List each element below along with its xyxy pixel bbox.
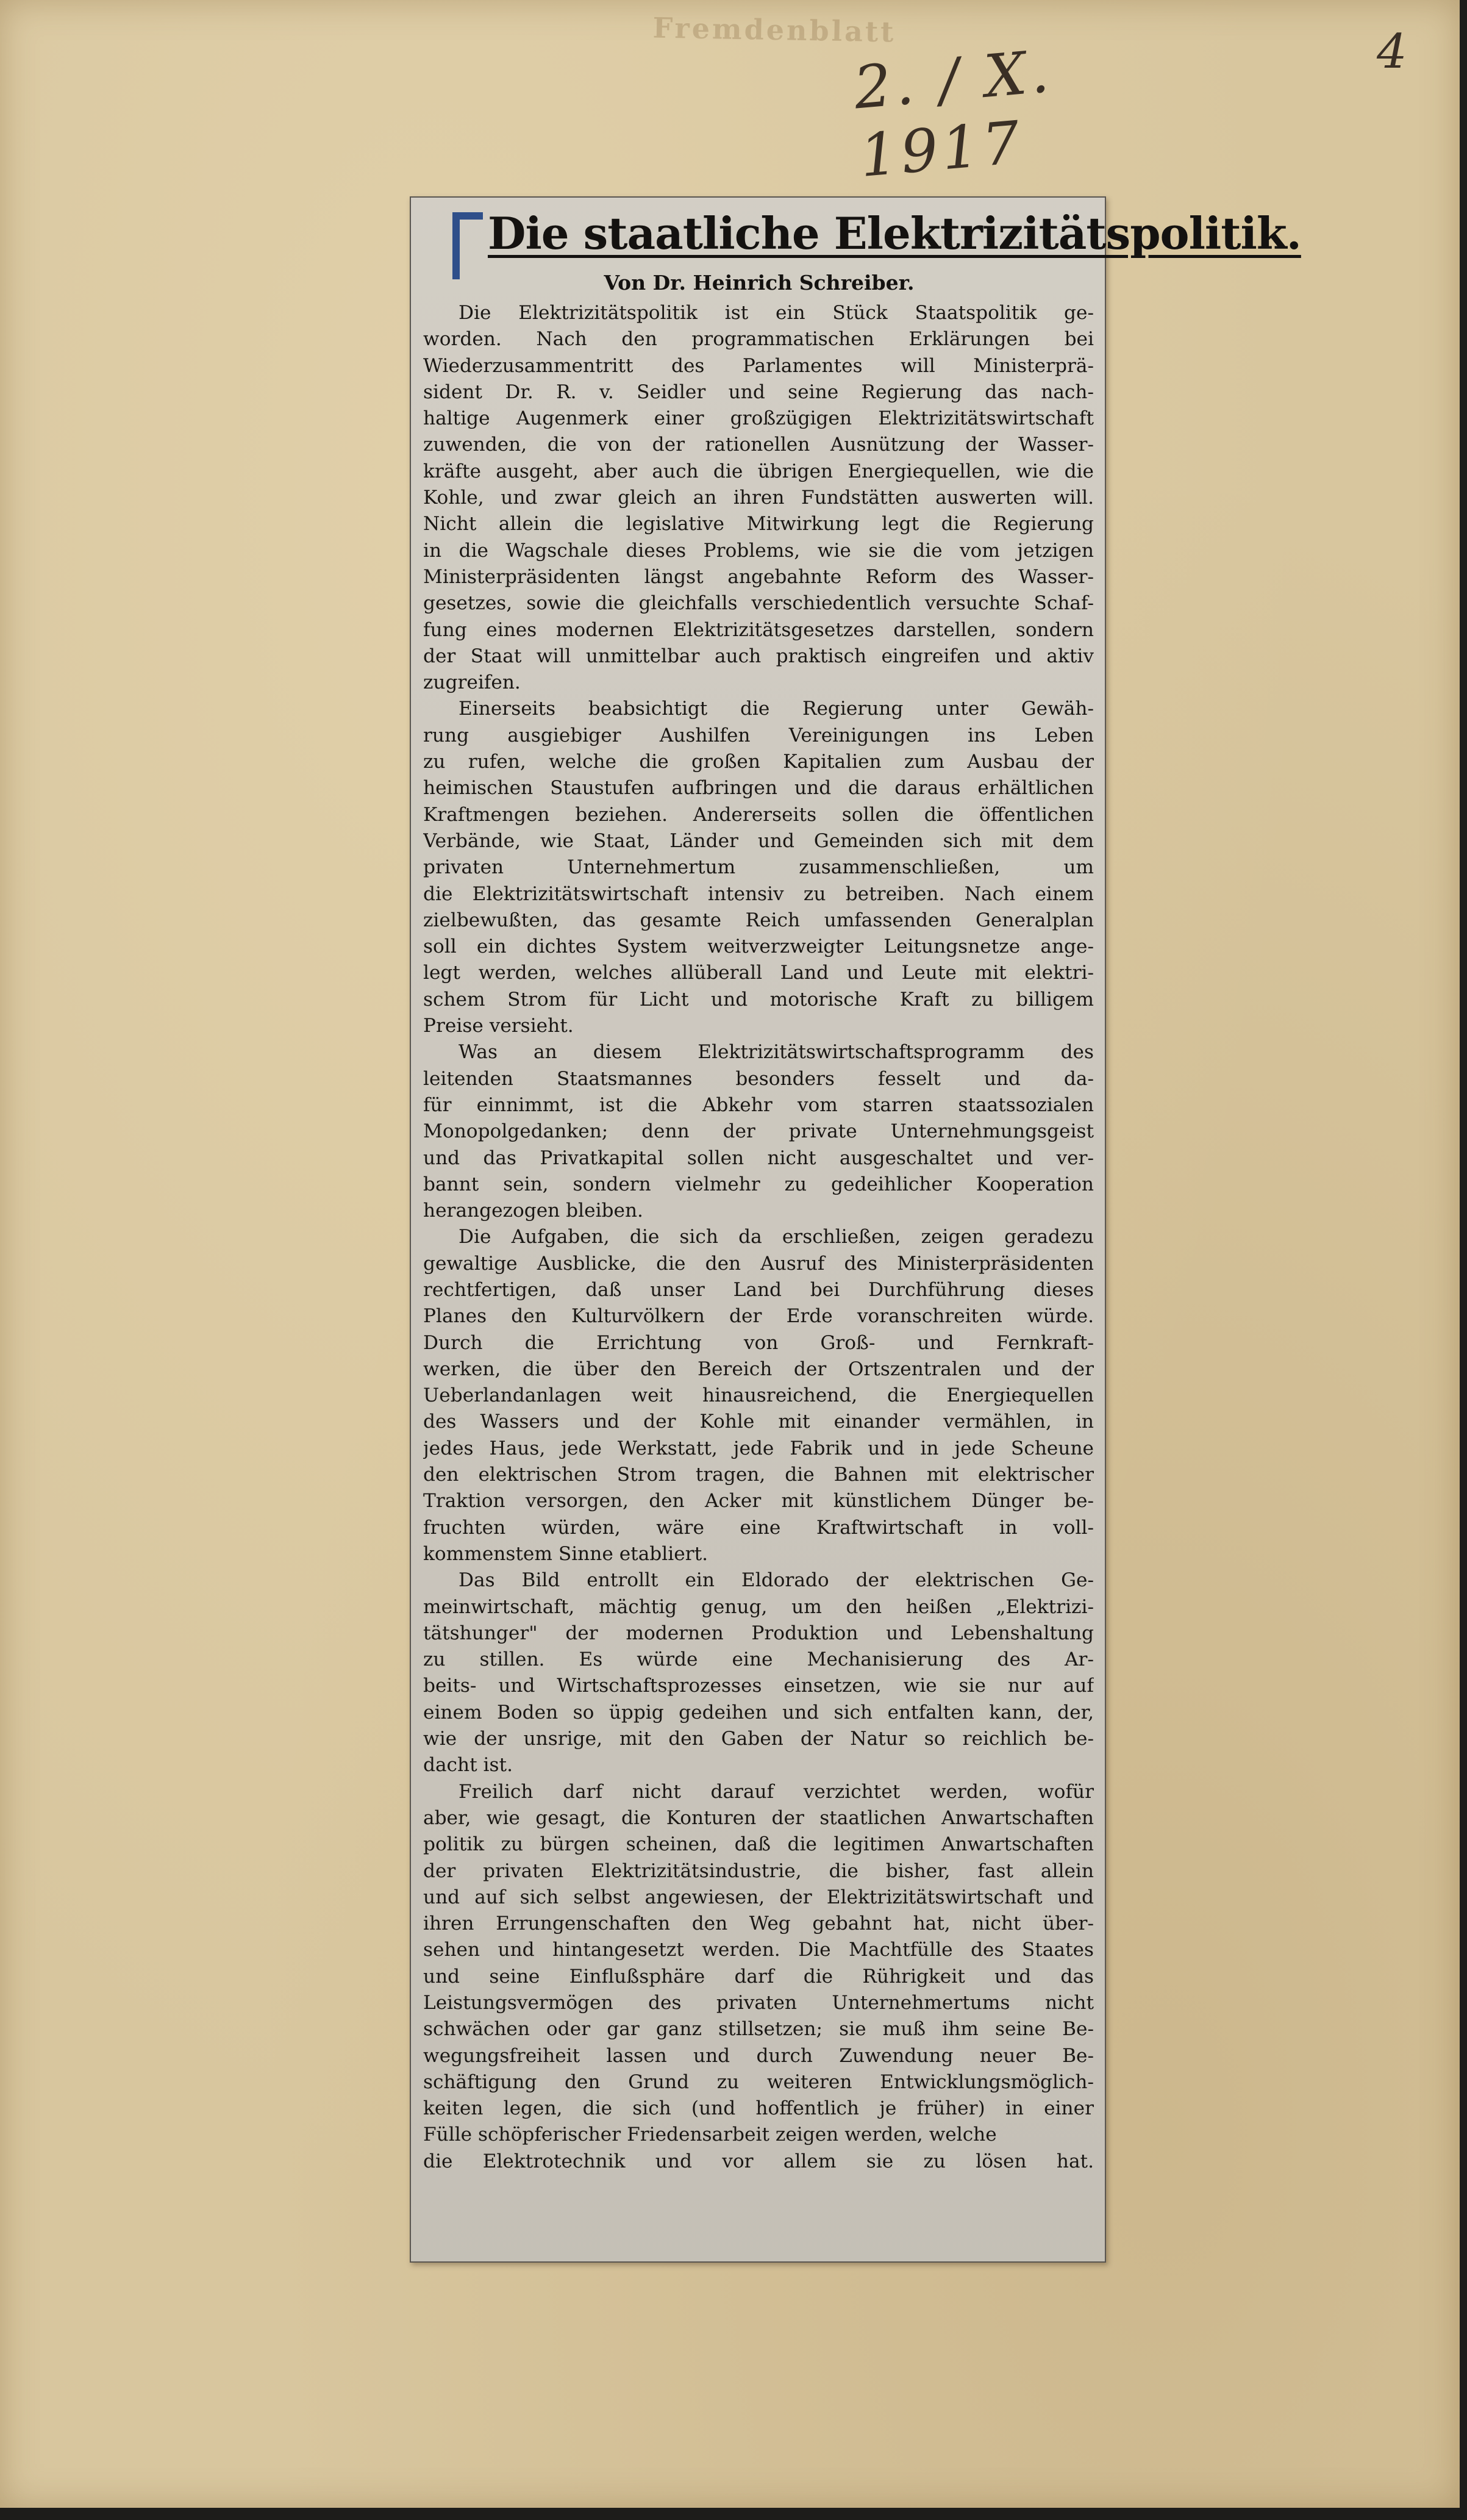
article-line: keiten legen, die sich (und hoffentlich je früher) in einer: [423, 2097, 1094, 2120]
article-line: soll ein dichtes System weitverzweigter Leitungsnetze ange-: [423, 936, 1094, 958]
article-headline: Die staatliche Elektrizitätspolitik.: [488, 207, 1301, 259]
article-line: sehen und hintangesetzt werden. Die Machtfülle des Staates: [423, 1939, 1094, 1961]
article-line: tätshunger" der modernen Produktion und Lebenshaltung: [423, 1622, 1094, 1644]
article-byline: Von Dr. Heinrich Schreiber.: [604, 271, 915, 295]
article-line: sident Dr. R. v. Seidler und seine Regierung das nach-: [423, 381, 1094, 403]
article-line: schem Strom für Licht und motorische Kraft zu billigem: [423, 988, 1094, 1011]
article-line: Das Bild entrollt ein Eldorado der elektrischen Ge-: [459, 1569, 1094, 1592]
article-line: kommenstem Sinne etabliert.: [423, 1542, 709, 1565]
article-line: zuwenden, die von der rationellen Ausnützung der Wasser-: [423, 434, 1094, 456]
article-line: des Wassers und der Kohle mit einander vermählen, in: [423, 1411, 1094, 1433]
handwritten-date: 2. / X. 1917: [851, 37, 1055, 191]
article-line: Kohle, und zwar gleich an ihren Fundstätten auswerten will.: [423, 487, 1094, 509]
article-line: die Elektrizitätswirtschaft intensiv zu betreiben. Nach einem: [423, 882, 1094, 905]
article-line: einem Boden so üppig gedeihen und sich entfalten kann, der,: [423, 1701, 1094, 1724]
article-line: Leistungsvermögen des privaten Unternehmertums nicht: [423, 1992, 1094, 2014]
article-line: Die Aufgaben, die sich da erschließen, zeigen geradezu: [459, 1226, 1094, 1248]
article-line: aber, wie gesagt, die Konturen der staatlichen Anwartschaften: [423, 1806, 1094, 1829]
article-line: Verbände, wie Staat, Länder und Gemeinden sich mit dem: [423, 829, 1094, 852]
article-line: die Elektrotechnik und vor allem sie zu lösen hat.: [423, 2150, 1094, 2172]
article-line: gesetzes, sowie die gleichfalls verschiedentlich versuchte Schaf-: [423, 592, 1094, 615]
article-line: rung ausgiebiger Aushilfen Vereinigungen ins Leben: [423, 724, 1094, 746]
article-line: zugreifen.: [423, 671, 521, 694]
article-line: meinwirtschaft, mächtig genug, um den heißen „Elektrizi-: [423, 1595, 1094, 1618]
article-line: Traktion versorgen, den Acker mit künstlichem Dünger be-: [423, 1490, 1094, 1512]
article-line: der Staat will unmittelbar auch praktisch eingreifen und aktiv: [423, 645, 1094, 667]
article-line: in die Wagschale dieses Problems, wie sie die vom jetzigen: [423, 539, 1094, 562]
article-line: dacht ist.: [423, 1754, 513, 1777]
article-line: den elektrischen Strom tragen, die Bahnen mit elektrischer: [423, 1464, 1094, 1486]
article-line: Kraftmengen beziehen. Andererseits sollen die öffentlichen: [423, 803, 1094, 826]
article-line: ihren Errungenschaften den Weg gebahnt hat, nicht über-: [423, 1913, 1094, 1935]
article-line: Freilich darf nicht darauf verzichtet werden, wofür: [459, 1780, 1094, 1803]
handwritten-page-number: 4: [1377, 24, 1407, 79]
article-line: und auf sich selbst angewiesen, der Elektrizitätswirtschaft und: [423, 1886, 1094, 1908]
article-line: Fülle schöpferischer Friedensarbeit zeigen werden, welche: [423, 2124, 997, 2146]
article-line: schäftigung den Grund zu weiteren Entwicklungsmöglich-: [423, 2071, 1094, 2093]
article-line: der privaten Elektrizitätsindustrie, die bisher, fast allein: [423, 1860, 1094, 1882]
article-line: Planes den Kulturvölkern der Erde voranschreiten würde.: [423, 1305, 1094, 1328]
article-line: Wiederzusammentritt des Parlamentes will Ministerprä-: [423, 354, 1094, 377]
article-line: beits- und Wirtschaftsprozesses einsetzen, wie sie nur auf: [423, 1675, 1094, 1697]
article-line: wegungsfreiheit lassen und durch Zuwendung neuer Be-: [423, 2044, 1094, 2067]
article-line: jedes Haus, jede Werkstatt, jede Fabrik und in jede Scheune: [423, 1437, 1094, 1459]
article-line: haltige Augenmerk einer großzügigen Elektrizitätswirtschaft: [423, 407, 1094, 430]
article-line: Nicht allein die legislative Mitwirkung legt die Regierung: [423, 513, 1094, 535]
article-line: schwächen oder gar ganz stillsetzen; sie muß ihm seine Be-: [423, 2018, 1094, 2041]
article-line: zielbewußten, das gesamte Reich umfassenden Generalplan: [423, 909, 1094, 931]
article-line: rechtfertigen, daß unser Land bei Durchführung dieses: [423, 1278, 1094, 1301]
article-line: legt werden, welches allüberall Land und Leute mit elektri-: [423, 962, 1094, 984]
article-line: werken, die über den Bereich der Ortszentralen und der: [423, 1358, 1094, 1380]
article-line: zu rufen, welche die großen Kapitalien zum Ausbau der: [423, 751, 1094, 773]
article-line: fruchten würden, wäre eine Kraftwirtschaft in voll-: [423, 1516, 1094, 1539]
article-line: gewaltige Ausblicke, die den Ausruf des Ministerpräsidenten: [423, 1252, 1094, 1275]
article-line: zu stillen. Es würde eine Mechanisierung des Ar-: [423, 1648, 1094, 1671]
article-line: Durch die Errichtung von Groß- und Fernkraft-: [423, 1331, 1094, 1354]
article-line: Preise versieht.: [423, 1015, 574, 1037]
blue-pencil-bracket: [452, 212, 483, 279]
article-line: privaten Unternehmertum zusammenschließen, um: [423, 856, 1094, 879]
article-line: und seine Einflußsphäre darf die Rührigkeit und das: [423, 1965, 1094, 1988]
article-line: für einnimmt, ist die Abkehr vom starren staatssozialen: [423, 1094, 1094, 1116]
article-line: leitenden Staatsmannes besonders fesselt und da-: [423, 1067, 1094, 1090]
article-line: worden. Nach den programmatischen Erklärungen bei: [423, 328, 1094, 351]
article-line: politik zu bürgen scheinen, daß die legitimen Anwartschaften: [423, 1833, 1094, 1856]
article-line: wie der unsrige, mit den Gaben der Natur so reichlich be-: [423, 1728, 1094, 1750]
article-line: Ueberlandanlagen weit hinausreichend, die Energiequellen: [423, 1384, 1094, 1407]
article-line: heimischen Staustufen aufbringen und die daraus erhältlichen: [423, 777, 1094, 800]
article-line: fung eines modernen Elektrizitätsgesetzes darstellen, sondern: [423, 618, 1094, 641]
article-body: [423, 300, 1094, 2252]
article-line: Ministerpräsidenten längst angebahnte Reform des Wasser-: [423, 565, 1094, 588]
article-line: Die Elektrizitätspolitik ist ein Stück Staatspolitik ge-: [459, 302, 1094, 324]
article-line: Einerseits beabsichtigt die Regierung unter Gewäh-: [459, 698, 1094, 720]
article-line: herangezogen bleiben.: [423, 1200, 643, 1222]
article-line: Was an diesem Elektrizitätswirtschaftsprogramm des: [459, 1041, 1094, 1064]
article-line: kräfte ausgeht, aber auch die übrigen Energiequellen, wie die: [423, 460, 1094, 482]
article-line: und das Privatkapital sollen nicht ausgeschaltet und ver-: [423, 1147, 1094, 1169]
article-line: Monopolgedanken; denn der private Unternehmungsgeist: [423, 1120, 1094, 1143]
article-line: bannt sein, sondern vielmehr zu gedeihlicher Kooperation: [423, 1173, 1094, 1195]
faded-newspaper-stamp: Fremdenblatt: [652, 11, 896, 49]
